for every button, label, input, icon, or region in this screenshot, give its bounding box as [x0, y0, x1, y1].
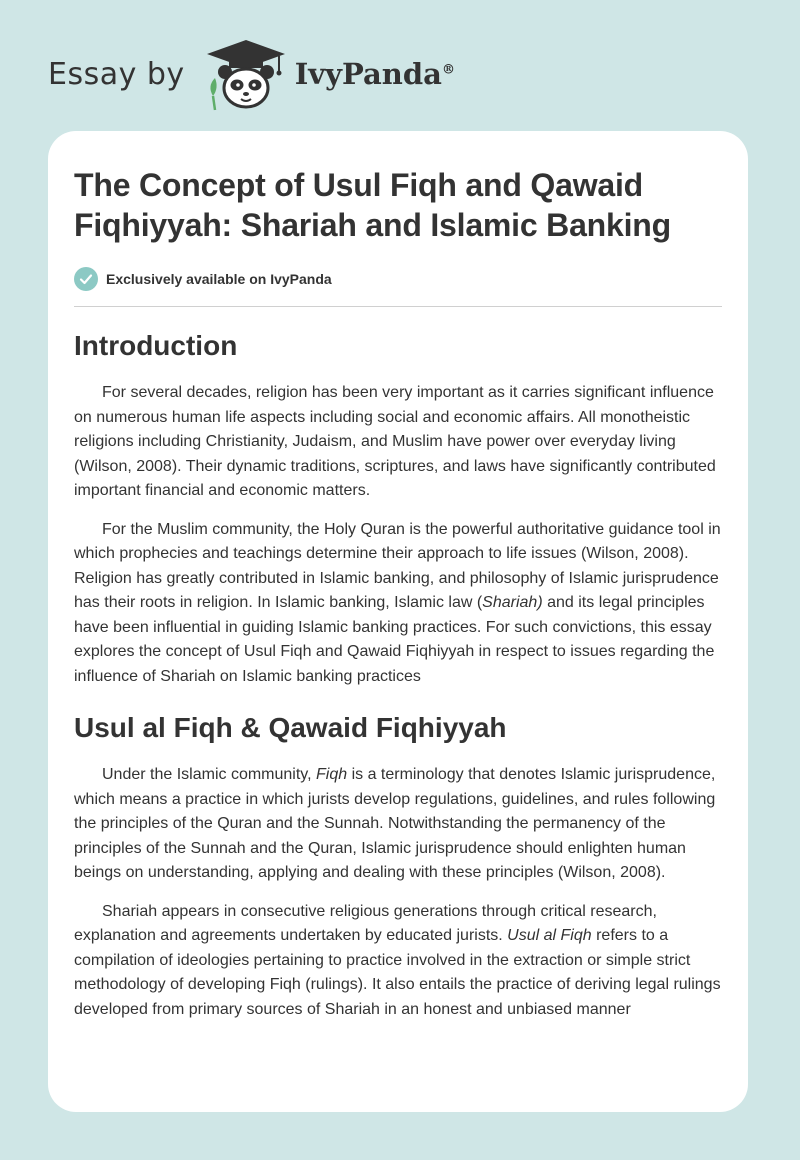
paragraph-text: and its legal principles have been influential in guiding Islamic banking practices. For such convictions, this essay explores the concept of Usul Fiqh and Qawaid Fiqhiyyah in respect to issues regarding the influence of Shariah on Islamic banking practices	[74, 594, 715, 685]
paragraph-italic: Shariah)	[482, 594, 543, 611]
page-title: The Concept of Usul Fiqh and Qawaid Fiqhiyyah: Shariah and Islamic Banking	[74, 167, 671, 243]
paragraph-italic: Usul al Fiqh	[507, 927, 592, 944]
paragraph-text: Under the Islamic community,	[102, 766, 316, 783]
trademark: ®	[441, 62, 455, 78]
divider	[74, 306, 722, 307]
brand-text: IvyPanda	[294, 57, 442, 91]
paragraph	[74, 763, 722, 886]
essay-card	[48, 131, 748, 1112]
paragraph-text: is a terminology that denotes Islamic jurisprudence, which means a practice in which jurists develop regulations, guidelines, and rules following the principles of the Quran and the Sunnah. Notwithstanding the permanency of the principles of the Sunnah and the Quran, Islamic jurisprudence should enlighten human beings on understanding, applying and dealing with these principles (Wilson, 2008).	[74, 766, 716, 881]
essay-by-label: Essay by	[48, 56, 185, 92]
section-heading-introduction: Introduction	[74, 330, 238, 361]
paragraph-text: refers to a compilation of ideologies pertaining to practice involved in the extraction or simple strict methodology of developing Fiqh (rulings). It also entails the practice of deriving legal rulings developed from primary sources of Shariah in an honest and unbiased manner	[74, 927, 721, 1018]
panda-graduate-icon[interactable]	[203, 36, 289, 112]
paragraph	[74, 518, 722, 690]
site-header	[48, 36, 455, 112]
check-icon	[74, 267, 98, 291]
exclusive-badge	[74, 267, 722, 291]
paragraph-text: For the Muslim community, the Holy Quran is the powerful authoritative guidance tool in which prophecies and teachings determine their approach to life issues (Wilson, 2008). Religion has greatly contributed in Islamic banking, and philosophy of Islamic jurisprudence has their roots in religion. In Islamic banking, Islamic law (	[74, 520, 721, 611]
section-heading-usul-al-fiqh: Usul al Fiqh & Qawaid Fiqhiyyah	[74, 712, 507, 743]
paragraph: For several decades, religion has been very important as it carries significant influence on numerous human life aspects including social and economic affairs. All monotheistic religions including Christianity, Judaism, and Muslim have power over everyday living (Wilson, 2008). Their dynamic traditions, scriptures, and laws have significantly contributed important financial and economic matters.	[74, 384, 716, 499]
paragraph	[74, 900, 722, 1023]
paragraph-text: Shariah appears in consecutive religious generations through critical research, explanation and agreements undertaken by educated jurists.	[74, 902, 657, 944]
exclusive-label: Exclusively available on IvyPanda	[106, 271, 332, 287]
paragraph-italic: Fiqh	[316, 766, 348, 783]
brand-name[interactable]	[295, 57, 455, 91]
